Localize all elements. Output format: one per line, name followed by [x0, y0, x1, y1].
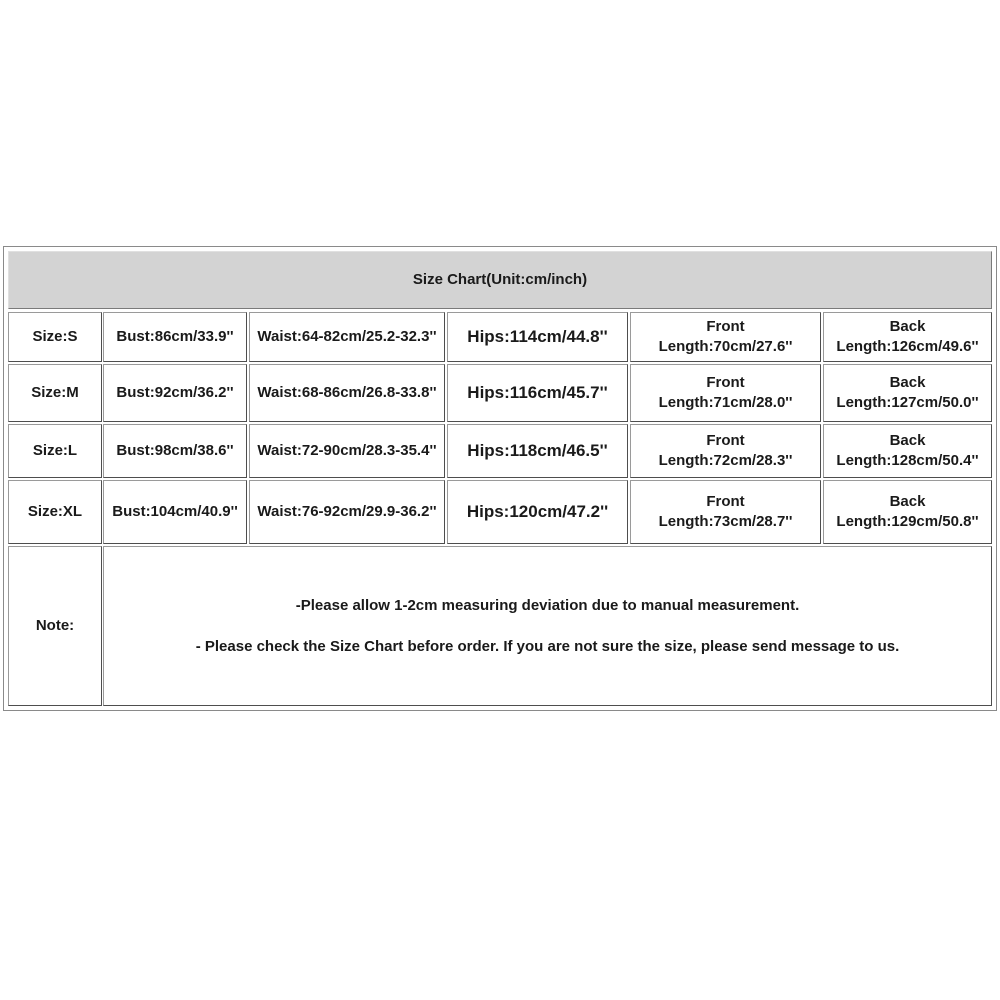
- waist-cell: Waist:72-90cm/28.3-35.4'': [249, 424, 445, 478]
- hips-cell: Hips:120cm/47.2'': [447, 480, 628, 544]
- back-length-value: Length:128cm/50.4'': [836, 452, 979, 469]
- front-length-label: Front: [706, 318, 745, 335]
- back-length-cell: [823, 480, 992, 544]
- back-length-cell: [823, 424, 992, 478]
- note-label-cell: Note:: [8, 546, 102, 706]
- back-length-value: Length:126cm/49.6'': [836, 338, 979, 355]
- back-length-value: Length:129cm/50.8'': [836, 513, 979, 530]
- hips-cell: Hips:116cm/45.7'': [447, 364, 628, 422]
- front-length-label: Front: [706, 493, 745, 510]
- bust-cell: Bust:86cm/33.9'': [103, 312, 247, 362]
- size-cell: Size:M: [8, 364, 102, 422]
- note-line-deviation: -Please allow 1-2cm measuring deviation due to manual measurement.: [295, 596, 800, 614]
- front-length-label: Front: [706, 432, 745, 449]
- hips-cell: Hips:118cm/46.5'': [447, 424, 628, 478]
- bust-cell: Bust:98cm/38.6'': [103, 424, 247, 478]
- waist-cell: Waist:64-82cm/25.2-32.3'': [249, 312, 445, 362]
- back-length-cell: [823, 312, 992, 362]
- front-length-value: Length:72cm/28.3'': [658, 452, 793, 469]
- waist-cell: Waist:68-86cm/26.8-33.8'': [249, 364, 445, 422]
- front-length-value: Length:73cm/28.7'': [658, 513, 793, 530]
- back-length-value: Length:127cm/50.0'': [836, 394, 979, 411]
- front-length-value: Length:71cm/28.0'': [658, 394, 793, 411]
- hips-cell: Hips:114cm/44.8'': [447, 312, 628, 362]
- bust-cell: Bust:104cm/40.9'': [103, 480, 247, 544]
- front-length-cell: [630, 480, 821, 544]
- front-length-cell: [630, 312, 821, 362]
- size-chart-table: [3, 246, 997, 711]
- size-cell: Size:XL: [8, 480, 102, 544]
- back-length-label: Back: [889, 493, 926, 510]
- bust-cell: Bust:92cm/36.2'': [103, 364, 247, 422]
- back-length-label: Back: [889, 374, 926, 391]
- note-line-check-chart: - Please check the Size Chart before order. If you are not sure the size, please send message to us.: [195, 637, 900, 655]
- note-content-cell: [103, 546, 992, 706]
- front-length-value: Length:70cm/27.6'': [658, 338, 793, 355]
- front-length-cell: [630, 364, 821, 422]
- waist-cell: Waist:76-92cm/29.9-36.2'': [249, 480, 445, 544]
- front-length-cell: [630, 424, 821, 478]
- front-length-label: Front: [706, 374, 745, 391]
- size-cell: Size:S: [8, 312, 102, 362]
- back-length-label: Back: [889, 318, 926, 335]
- size-cell: Size:L: [8, 424, 102, 478]
- back-length-cell: [823, 364, 992, 422]
- back-length-label: Back: [889, 432, 926, 449]
- size-chart-title: Size Chart(Unit:cm/inch): [8, 251, 992, 309]
